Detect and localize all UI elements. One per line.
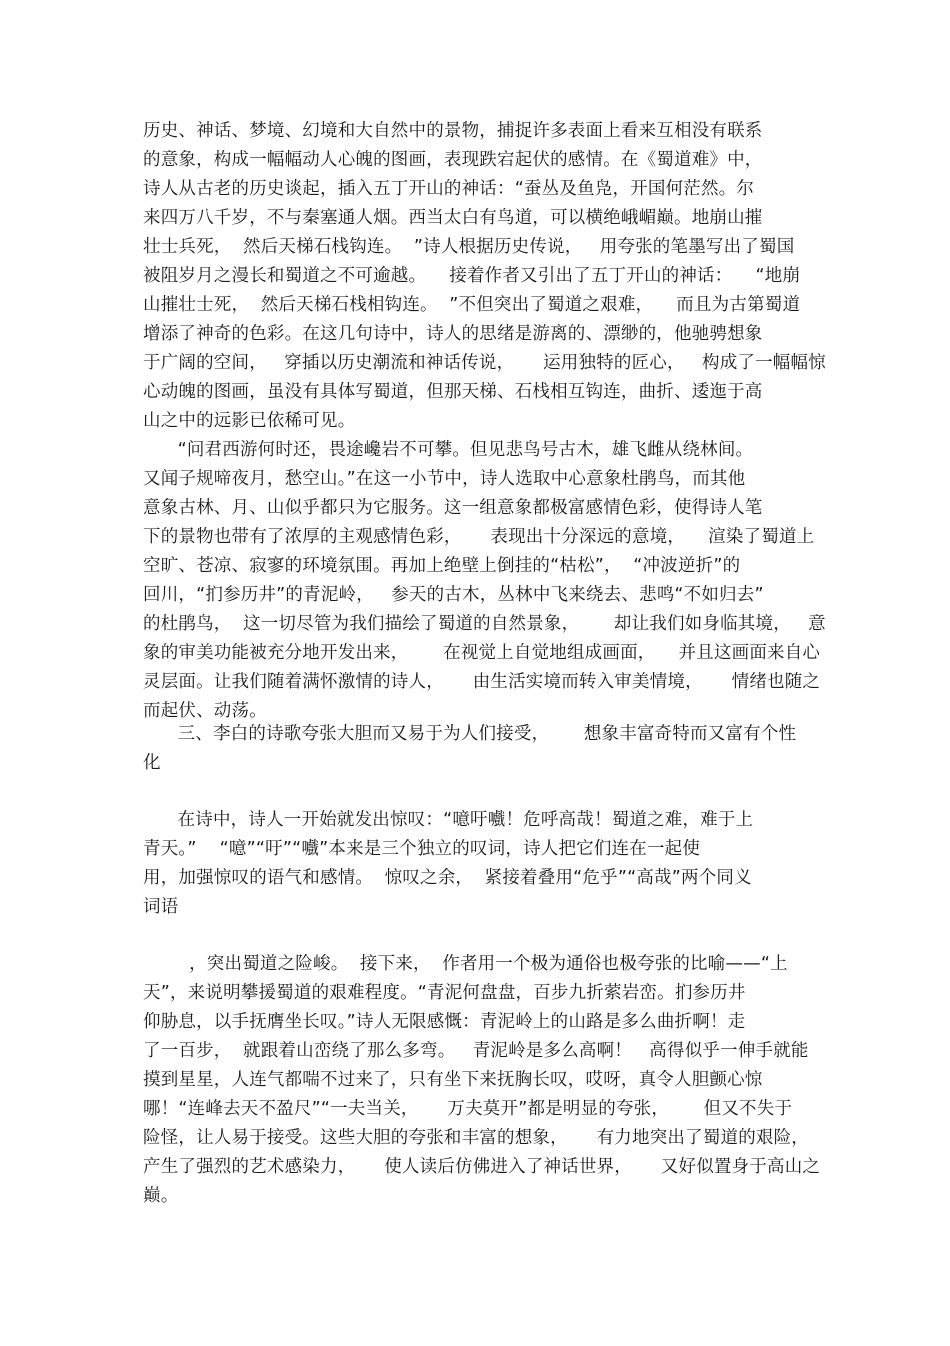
section-heading-3 (143, 720, 823, 778)
text-line: 于广阔的空间， 穿插以历史潮流和神话传说， 运用独特的匠心， 构成了一幅幅惊 (143, 353, 826, 373)
heading-line: 化 (143, 753, 161, 773)
text-line: 下的景物也带有了浓厚的主观感情色彩， 表现出十分深远的意境， 渲染了蜀道上 (143, 527, 815, 547)
text-line: 仰胁息，以手抚膺坐长叹。”诗人无限感慨：青泥岭上的山路是多么曲折啊！走 (143, 1012, 746, 1032)
text-line: 摸到星星，人连气都喘不过来了，只有坐下来抚胸长叹，哎呀，真令人胆颤心惊 (143, 1070, 763, 1090)
paragraph-1 (143, 117, 826, 436)
text-line: 山之中的远影已依稀可见。 (143, 411, 356, 431)
text-line: 哪！“连峰去天不盈尺”“一夫当关， 万夫莫开”都是明显的夸张， 但又不失于 (143, 1099, 793, 1119)
text-line: 产生了强烈的艺术感染力， 使人读后仿佛进入了神话世界， 又好似置身于高山之 (143, 1157, 821, 1177)
text-line: 空旷、苍凉、寂寥的环境氛围。再加上绝壁上倒挂的“枯松”， “冲波逆折”的 (143, 556, 741, 576)
text-line: 被阻岁月之漫长和蜀道之不可逾越。 接着作者又引出了五丁开山的神话： “地崩 (143, 266, 801, 286)
text-line: 增添了神奇的色彩。在这几句诗中，诗人的思绪是游离的、漂缈的，他驰骋想象 (143, 324, 763, 344)
text-line: 回川，“扪参历井”的青泥岭， 参天的古木，丛林中飞来绕去、悲鸣“不如归去” (143, 585, 764, 605)
text-line: ，突出蜀道之险峻。 接下来， 作者用一个极为通俗也极夸张的比喻——“上 (143, 954, 788, 974)
text-line: “问君西游何时还，畏途巉岩不可攀。但见悲鸟号古木，雄飞雌从绕林间。 (143, 440, 754, 460)
text-line: 象的审美功能被充分地开发出来， 在视觉上自觉地组成画面， 并且这画面来自心 (143, 643, 821, 663)
text-line: 灵层面。让我们随着满怀激情的诗人， 由生活实境而转入审美情境， 情绪也随之 (143, 672, 821, 692)
text-line: 的意象，构成一幅幅动人心魄的图画，表现跌宕起伏的感情。在《蜀道难》中， (143, 150, 763, 170)
text-line: 在诗中，诗人一开始就发出惊叹：“噫吁嚱！危呼高哉！蜀道之难，难于上 (143, 810, 754, 830)
text-line: 青天。” “噫”“吁”“嚱”本来是三个独立的叹词，诗人把它们连在一起使 (143, 839, 701, 859)
text-line: 巅。 (143, 1186, 179, 1206)
text-line: 壮士兵死， 然后天梯石栈钩连。 ”诗人根据历史传说， 用夸张的笔墨写出了蜀国 (143, 237, 795, 257)
text-line: 天”，来说明攀援蜀道的艰难程度。“青泥何盘盘，百步九折萦岩峦。扪参历井 (143, 983, 746, 1003)
paragraph-4 (143, 806, 823, 922)
text-line: 意象古林、月、山似乎都只为它服务。这一组意象都极富感情色彩，使得诗人笔 (143, 498, 763, 518)
text-line: 来四万八千岁，不与秦塞通人烟。西当太白有鸟道，可以横绝峨嵋巅。地崩山摧 (143, 208, 763, 228)
text-line: 了一百步， 就跟着山峦绕了那么多弯。 青泥岭是多么高啊！ 高得似乎一伸手就能 (143, 1041, 809, 1061)
paragraph-2 (143, 436, 826, 726)
text-line: 词语 (143, 897, 179, 917)
text-line: 的杜鹃鸟， 这一切尽管为我们描绘了蜀道的自然景象， 却让我们如身临其境， 意 (143, 614, 826, 634)
text-line: 险怪，让人易于接受。这些大胆的夸张和丰富的想象， 有力地突出了蜀道的艰险， (143, 1128, 810, 1148)
text-line: 用，加强惊叹的语气和感情。 惊叹之余， 紧接着叠用“危乎”“高哉”两个同义 (143, 868, 752, 888)
text-line: 诗人从古老的历史谈起，插入五丁开山的神话：“蚕丛及鱼凫，开国何茫然。尔 (143, 179, 755, 199)
text-line: 历史、神话、梦境、幻境和大自然中的景物，捕捉许多表面上看来互相没有联系 (143, 121, 763, 141)
text-line: 心动魄的图画，虽没有具体写蜀道，但那天梯、石栈相互钩连，曲折、逶迤于高 (143, 382, 763, 402)
paragraph-5 (143, 950, 823, 1211)
text-line: 又闻子规啼夜月，愁空山。”在这一小节中，诗人选取中心意象杜鹃鸟，而其他 (143, 469, 746, 489)
text-line: 山摧壮士死， 然后天梯石栈相钩连。 ”不但突出了蜀道之艰难， 而且为古第蜀道 (143, 295, 801, 315)
heading-line: 三、李白的诗歌夸张大胆而又易于为人们接受， 想象丰富奇特而又富有个性 (143, 724, 797, 744)
text-line: 而起伏、动荡。 (143, 701, 267, 721)
